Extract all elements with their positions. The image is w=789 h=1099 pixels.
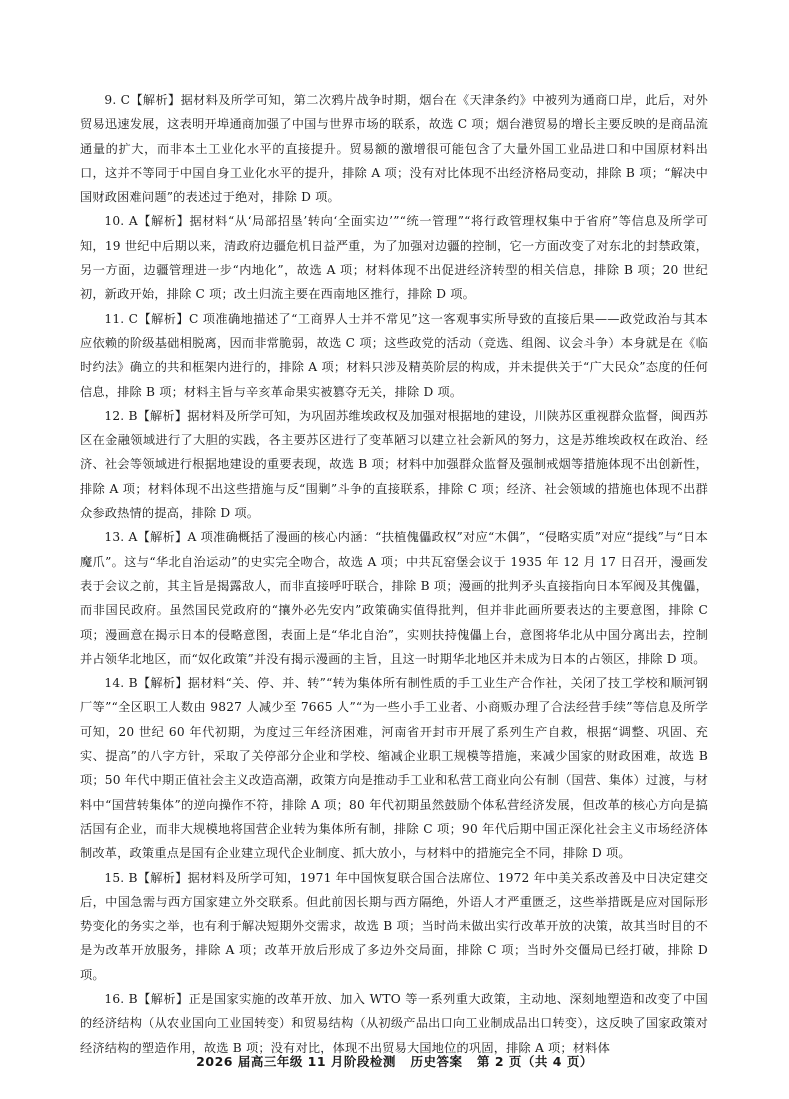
answer-paragraph-11: 11. C【解析】C 项准确地描述了“工商界人士并不常见”这一客观事实所导致的直接后果——政党政治与其本应依赖的阶级基础相脱离，因而非常脆弱，故选 C 项；这些政党的活动（竞选、组阁、议会斗争）本身就是在《临时约法》确立的共和框架内进行的，排除 A 项；材料只涉及精英阶层的构成，并未提供关于“广大民众”态度的任何信息，排除 B 项；材料主旨与辛亥革命果实被篡夺无关，排除 D 项。 <box>80 311 708 399</box>
page-footer: 2026 届高三年级 11 月阶段检测 历史答案 第 2 页（共 4 页） <box>196 1054 593 1069</box>
answer-paragraph-9: 9. C【解析】据材料及所学可知，第二次鸦片战争时期，烟台在《天津条约》中被列为通商口岸，此后，对外贸易迅速发展，这表明开埠通商加强了中国与世界市场的联系，故选 C 项；烟台港贸易的增长主要反映的是商品流通量的扩大，而非本土工业化水平的直接提升。贸易额的激增很可能包含了大量外国工业品进口和中国原材料出口，这并不等同于中国自身工业化水平的提升，排除 A 项；没有对比体现不出经济格局变动，排除 B 项；“解决中国财政困难问题”的表述过于绝对，排除 D 项。 <box>80 93 708 205</box>
answer-paragraph-10: 10. A【解析】据材料“从‘局部招垦’转向‘全面实边’”“统一管理”“将行政管理权集中于省府”等信息及所学可知，19 世纪中后期以来，清政府边疆危机日益严重，为了加强对边疆的控制，它一方面改变了对东北的封禁政策，另一方面，边疆管理进一步“内地化”，故选 A 项；材料体现不出促进经济转型的相关信息，排除 B 项；20 世纪初，新政开始，排除 C 项；改土归流主要在西南地区推行，排除 D 项。 <box>80 214 708 302</box>
answer-paragraph-15: 15. B【解析】据材料及所学可知，1971 年中国恢复联合国合法席位、1972 年中美关系改善及中日决定建交后，中国急需与西方国家建立外交联系。但此前因长期与西方隔绝，外语人才严重匮乏，这些举措既是应对国际形势变化的务实之举，也有利于解决短期外交需求，故选 B 项；当时尚未做出实行改革开放的决策，故其当时目的不是为改革开放服务，排除 A 项；改革开放后形成了多边外交局面，排除 C 项；当时外交僵局已经打破，排除 D 项。 <box>80 870 708 982</box>
answer-paragraph-13: 13. A【解析】A 项准确概括了漫画的核心内涵：“扶植傀儡政权”对应“木偶”，“侵略实质”对应“提线”与“日本魔爪”。这与“华北自治运动”的史实完全吻合，故选 A 项；中共瓦窑堡会议于 1935 年 12 月 17 日召开，漫画发表于会议之前，其主旨是揭露敌人，而非直接呼吁联合，排除 B 项；漫画的批判矛头直接指向日本军阀及其傀儡，而非国民政府。虽然国民党政府的“攘外必先安内”政策确实值得批判，但并非此画所要表达的主要意图，排除 C 项；漫画意在揭示日本的侵略意图，表面上是“华北自治”，实则扶持傀儡上台，意图将华北从中国分离出去，控制并占领华北地区，而“奴化政策”并没有揭示漫画的主旨，且这一时期华北地区并未成为日本的占领区，排除 D 项。 <box>80 530 708 666</box>
answer-text-body <box>80 88 708 1060</box>
answer-paragraph-14: 14. B【解析】据材料“关、停、并、转”“转为集体所有制性质的手工业生产合作社，关闭了技工学校和顺河钢厂等”“全区职工人数由 9827 人减少至 7665 人”“为一些小手工业者、小商贩办理了合法经营手续”等信息及所学可知，20 世纪 60 年代初期，为度过三年经济困难，河南省开封市开展了系列生产自救，根据“调整、巩固、充实、提高”的八字方针，采取了关停部分企业和学校、缩减企业职工规模等措施，来减少国家的财政困难，故选 B 项；50 年代中期正值社会主义改造高潮，政策方向是推动手工业和私营工商业向公有制（国营、集体）过渡，与材料中“国营转集体”的逆向操作不符，排除 A 项；80 年代初期虽然鼓励个体私营经济发展，但改革的核心方向是搞活国有企业，而非大规模地将国营企业转为集体所有制，排除 C 项；90 年代后期中国正深化社会主义市场经济体制改革，政策重点是国有企业建立现代企业制度、抓大放小，与材料中的措施完全不同，排除 D 项。 <box>80 676 708 861</box>
answer-paragraph-16: 16. B【解析】正是国家实施的改革开放、加入 WTO 等一系列重大政策，主动地、深刻地塑造和改变了中国的经济结构（从农业国向工业国转变）和贸易结构（从初级产品出口向工业制成品出口转变），这反映了国家政策对经济结构的塑造作用，故选 B 项；没有对比，体现不出贸易大国地位的巩固，排除 A 项；材料体 <box>80 991 708 1055</box>
answer-paragraph-12: 12. B【解析】据材料及所学可知，为巩固苏维埃政权及加强对根据地的建设，川陕苏区重视群众监督，闽西苏区在金融领域进行了大胆的实践，各主要苏区进行了变革陋习以建立社会新风的努力，这是苏维埃政权在政治、经济、社会等领域进行根据地建设的重要表现，故选 B 项；材料中加强群众监督及强制戒烟等措施体现不出创新性，排除 A 项；材料体现不出这些措施与反“围剿”斗争的直接联系，排除 C 项；经济、社会领域的措施也体现不出群众参政热情的提高，排除 D 项。 <box>80 408 708 521</box>
